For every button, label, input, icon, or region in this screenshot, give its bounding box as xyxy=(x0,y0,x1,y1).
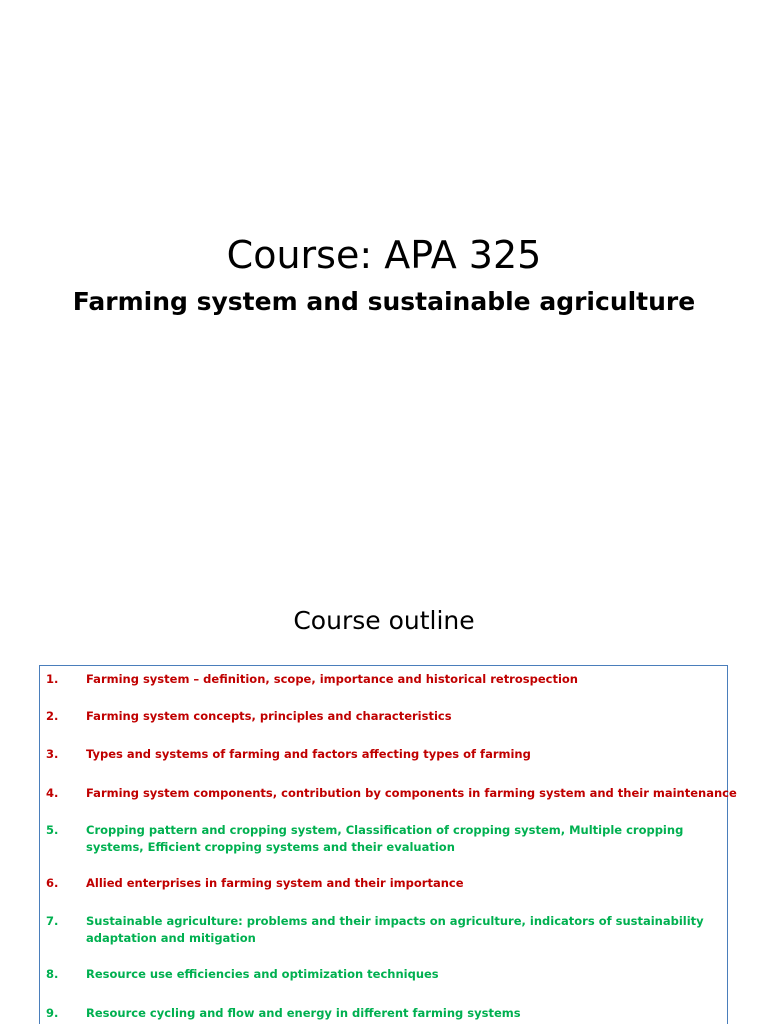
outline-heading: Course outline xyxy=(293,606,475,635)
outline-item-6 xyxy=(46,875,721,892)
outline-item-2 xyxy=(46,708,721,725)
outline-item-3 xyxy=(46,746,721,763)
outline-item-text: Types and systems of farming and factors affecting types of farming xyxy=(86,747,531,761)
course-subtitle: Farming system and sustainable agriculture xyxy=(72,287,696,316)
outline-item-number: 7. xyxy=(46,914,59,928)
outline-item-text: Farming system components, contribution by components in farming system and their maintenance xyxy=(86,786,737,800)
outline-item-1 xyxy=(46,671,721,688)
outline-item-text: Resource cycling and flow and energy in different farming systems xyxy=(86,1006,521,1020)
outline-item-5 xyxy=(46,822,721,856)
outline-item-number: 9. xyxy=(46,1006,59,1020)
outline-item-number: 6. xyxy=(46,876,59,890)
outline-item-text: Cropping pattern and cropping system, Classification of cropping system, Multiple cropping systems, Efficient cropping systems and their evaluation xyxy=(86,823,684,854)
outline-item-text: Allied enterprises in farming system and their importance xyxy=(86,876,464,890)
outline-item-text: Sustainable agriculture: problems and their impacts on agriculture, indicators of sustainability adaptation and mitigation xyxy=(86,914,704,945)
outline-item-number: 4. xyxy=(46,786,59,800)
course-title: Course: APA 325 xyxy=(226,233,542,277)
outline-item-4 xyxy=(46,785,737,802)
outline-item-number: 8. xyxy=(46,967,59,981)
course-outline-list xyxy=(39,665,737,1024)
outline-item-text: Farming system concepts, principles and characteristics xyxy=(86,709,452,723)
outline-item-number: 3. xyxy=(46,747,59,761)
outline-item-number: 5. xyxy=(46,823,59,837)
outline-item-text: Resource use efficiencies and optimization techniques xyxy=(86,967,439,981)
outline-item-number: 1. xyxy=(46,672,59,686)
outline-item-number: 2. xyxy=(46,709,59,723)
outline-item-7 xyxy=(46,913,721,947)
outline-item-8 xyxy=(46,966,721,983)
outline-item-9 xyxy=(46,1005,721,1022)
outline-item-text: Farming system – definition, scope, importance and historical retrospection xyxy=(86,672,578,686)
